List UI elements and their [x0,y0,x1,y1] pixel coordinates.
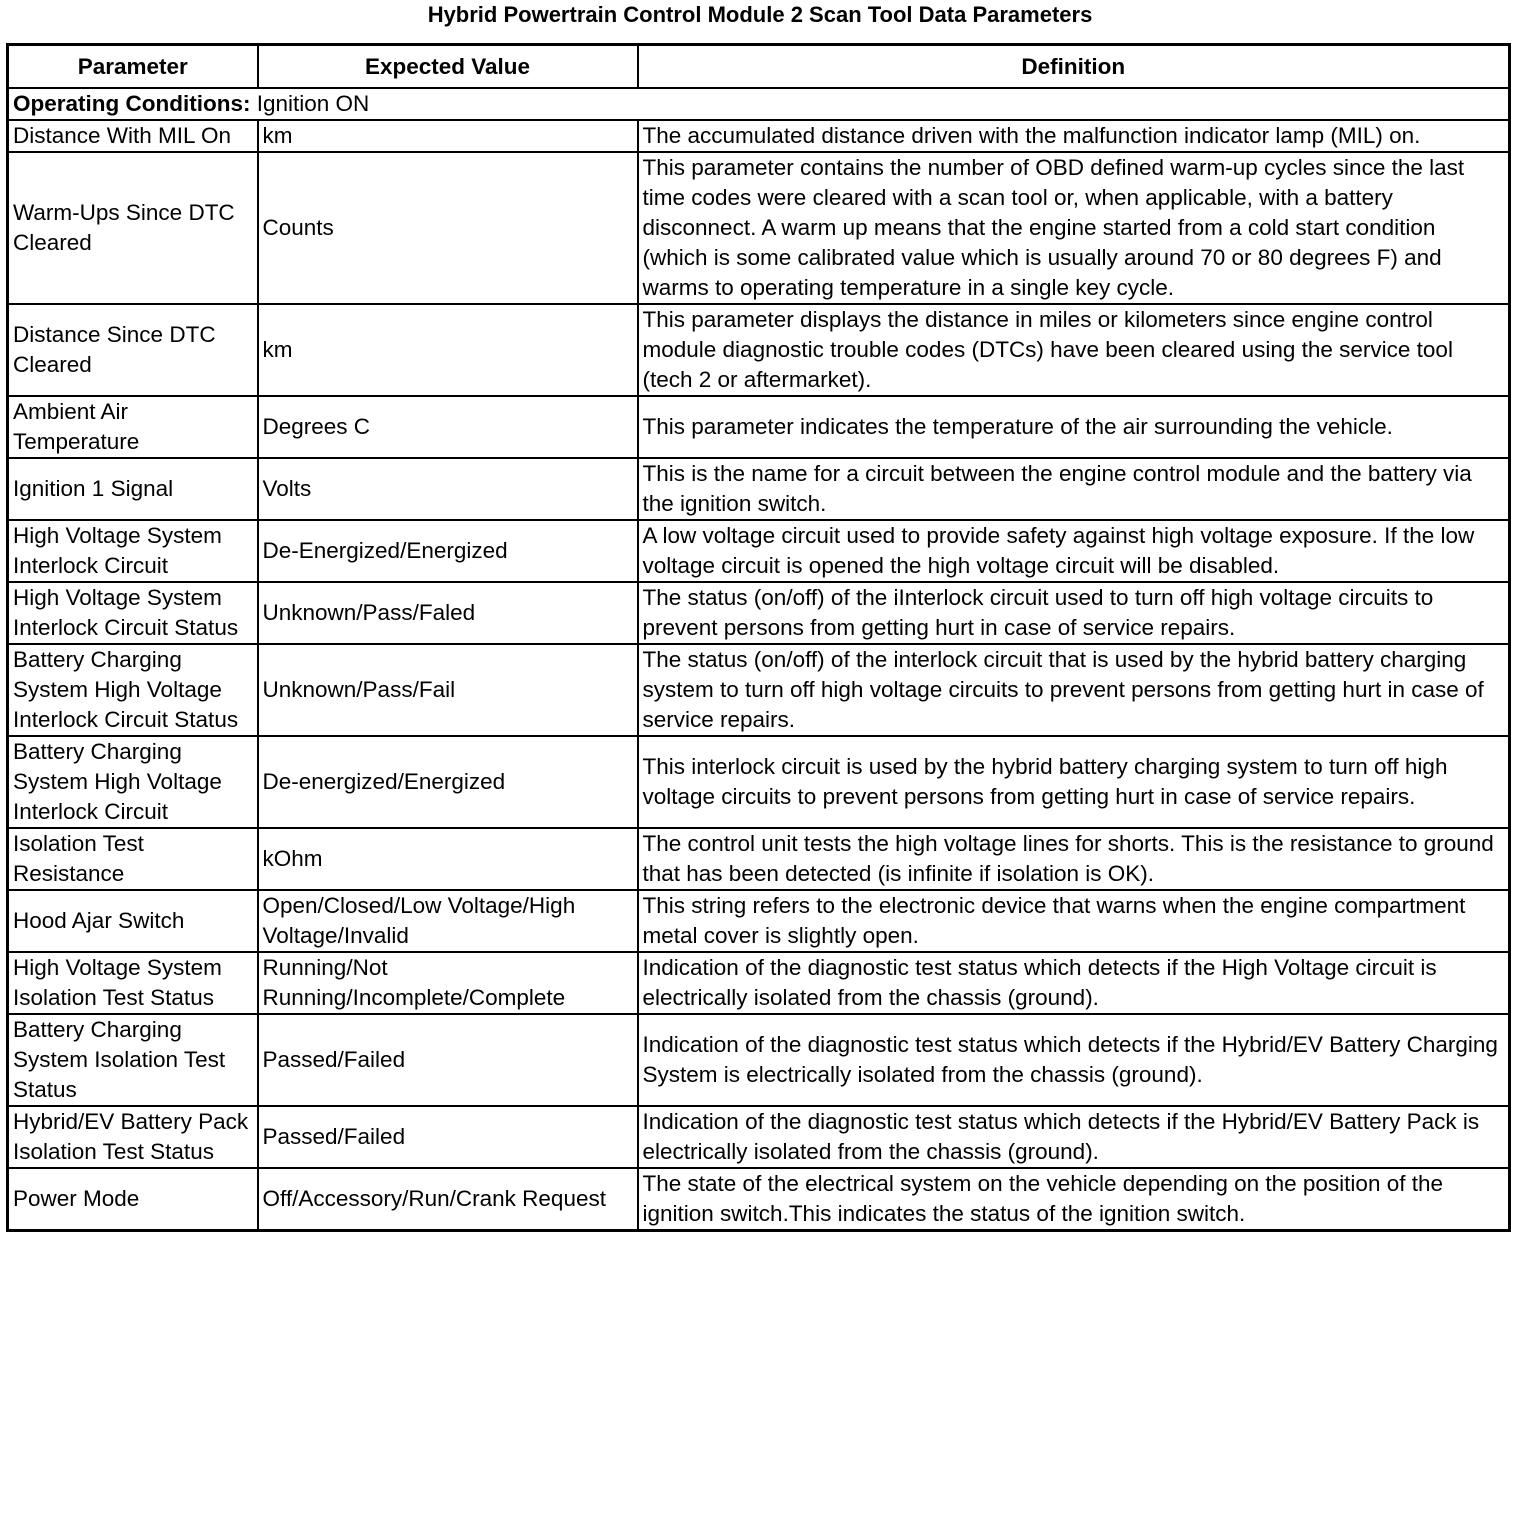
parameter-cell: High Voltage System Interlock Circuit [8,520,258,582]
table-row [8,828,1510,890]
table-row [8,1014,1510,1106]
table-row [8,952,1510,1014]
definition-cell: This string refers to the electronic device that warns when the engine compartment metal cover is slightly open. [638,890,1510,952]
column-header-definition: Definition [638,45,1510,89]
expected-value-cell: De-energized/Energized [258,736,638,828]
parameters-table [6,43,1511,1232]
definition-cell: The state of the electrical system on the vehicle depending on the position of the ignition switch.This indicates the status of the ignition switch. [638,1168,1510,1231]
table-row [8,644,1510,736]
table-row [8,120,1510,152]
expected-value-cell: De-Energized/Energized [258,520,638,582]
table-row [8,396,1510,458]
table-row [8,736,1510,828]
parameter-cell: Ignition 1 Signal [8,458,258,520]
parameter-cell: Isolation Test Resistance [8,828,258,890]
expected-value-cell: Counts [258,152,638,304]
expected-value-cell: Degrees C [258,396,638,458]
parameter-cell: Hood Ajar Switch [8,890,258,952]
table-row [8,1168,1510,1231]
parameter-cell: Distance Since DTC Cleared [8,304,258,396]
parameter-cell: Battery Charging System High Voltage Interlock Circuit [8,736,258,828]
parameter-cell: Battery Charging System Isolation Test Status [8,1014,258,1106]
parameter-cell: Warm-Ups Since DTC Cleared [8,152,258,304]
expected-value-cell: Open/Closed/Low Voltage/High Voltage/Invalid [258,890,638,952]
expected-value-cell: Unknown/Pass/Faled [258,582,638,644]
parameter-cell: High Voltage System Isolation Test Status [8,952,258,1014]
definition-cell: Indication of the diagnostic test status which detects if the High Voltage circuit is electrically isolated from the chassis (ground). [638,952,1510,1014]
expected-value-cell: Passed/Failed [258,1106,638,1168]
table-row [8,520,1510,582]
definition-cell: A low voltage circuit used to provide safety against high voltage exposure. If the low voltage circuit is opened the high voltage circuit will be disabled. [638,520,1510,582]
expected-value-cell: km [258,120,638,152]
table-header-row [8,45,1510,89]
definition-cell: The status (on/off) of the iInterlock circuit used to turn off high voltage circuits to prevent persons from getting hurt in case of service repairs. [638,582,1510,644]
expected-value-cell: km [258,304,638,396]
operating-conditions-value: Ignition ON [250,91,370,116]
definition-cell: This is the name for a circuit between the engine control module and the battery via the ignition switch. [638,458,1510,520]
table-row [8,152,1510,304]
expected-value-cell: kOhm [258,828,638,890]
table-row [8,582,1510,644]
parameter-cell: Distance With MIL On [8,120,258,152]
table-row [8,890,1510,952]
expected-value-cell: Volts [258,458,638,520]
definition-cell: Indication of the diagnostic test status which detects if the Hybrid/EV Battery Pack is electrically isolated from the chassis (ground). [638,1106,1510,1168]
expected-value-cell: Unknown/Pass/Fail [258,644,638,736]
operating-conditions-row [8,88,1510,120]
parameter-cell: Battery Charging System High Voltage Interlock Circuit Status [8,644,258,736]
definition-cell: The status (on/off) of the interlock circuit that is used by the hybrid battery charging system to turn off high voltage circuits to prevent persons from getting hurt in case of service repairs. [638,644,1510,736]
definition-cell: This parameter displays the distance in miles or kilometers since engine control module diagnostic trouble codes (DTCs) have been cleared using the service tool (tech 2 or aftermarket). [638,304,1510,396]
parameter-cell: Power Mode [8,1168,258,1231]
table-row [8,1106,1510,1168]
column-header-parameter: Parameter [8,45,258,89]
parameter-cell: Ambient Air Temperature [8,396,258,458]
parameter-cell: High Voltage System Interlock Circuit Status [8,582,258,644]
definition-cell: The control unit tests the high voltage lines for shorts. This is the resistance to ground that has been detected (is infinite if isolation is OK). [638,828,1510,890]
operating-conditions-cell [8,88,1510,120]
definition-cell: This parameter contains the number of OBD defined warm-up cycles since the last time codes were cleared with a scan tool or, when applicable, with a battery disconnect. A warm up means that the engine started from a cold start condition (which is some calibrated value which is usually around 70 or 80 degrees F) and warms to operating temperature in a single key cycle. [638,152,1510,304]
page-title: Hybrid Powertrain Control Module 2 Scan Tool Data Parameters [427,2,1093,27]
parameter-cell: Hybrid/EV Battery Pack Isolation Test Status [8,1106,258,1168]
definition-cell: This parameter indicates the temperature of the air surrounding the vehicle. [638,396,1510,458]
definition-cell: This interlock circuit is used by the hybrid battery charging system to turn off high voltage circuits to prevent persons from getting hurt in case of service repairs. [638,736,1510,828]
definition-cell: The accumulated distance driven with the malfunction indicator lamp (MIL) on. [638,120,1510,152]
table-row [8,458,1510,520]
operating-conditions-label: Operating Conditions: [13,91,251,116]
definition-cell: Indication of the diagnostic test status which detects if the Hybrid/EV Battery Charging System is electrically isolated from the chassis (ground). [638,1014,1510,1106]
table-row [8,304,1510,396]
expected-value-cell: Off/Accessory/Run/Crank Request [258,1168,638,1231]
expected-value-cell: Passed/Failed [258,1014,638,1106]
column-header-expected-value: Expected Value [258,45,638,89]
expected-value-cell: Running/Not Running/Incomplete/Complete [258,952,638,1014]
